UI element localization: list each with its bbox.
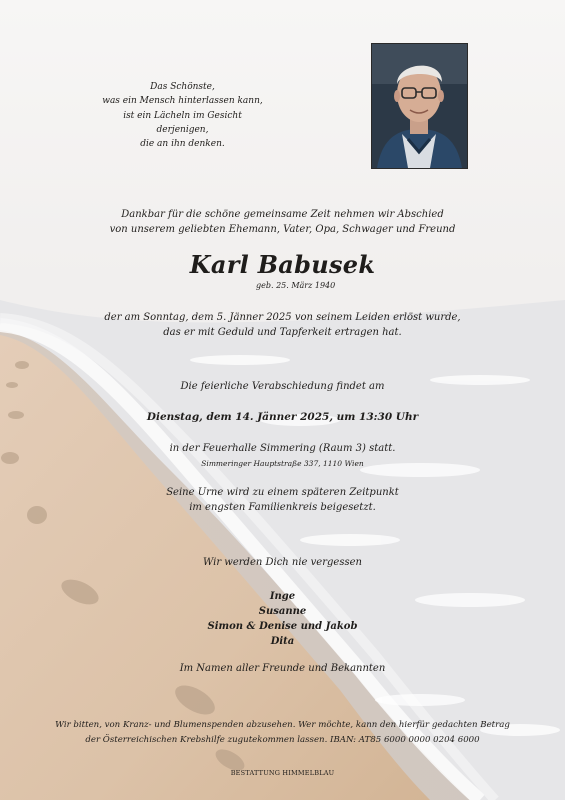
deceased-name: Karl Babusek — [189, 250, 376, 279]
memorial-quote — [100, 80, 265, 151]
ceremony-location: in der Feuerhalle Simmering (Raum 3) statt. — [169, 443, 396, 454]
mourners-list — [0, 589, 565, 649]
mourner-name: Inge — [269, 591, 296, 602]
never-forget-text: Wir werden Dich nie vergessen — [203, 557, 362, 568]
mourner-name: Dita — [270, 636, 295, 647]
portrait-photo — [371, 43, 468, 169]
quote-line: was ein Mensch hinterlassen kann, — [102, 96, 263, 107]
mourner-name: Susanne — [258, 606, 307, 617]
mourner-name: Simon & Denise und Jakob — [207, 621, 358, 632]
passing-text — [0, 310, 565, 340]
friends-text: Im Namen aller Freunde und Bekannten — [179, 663, 386, 674]
donation-line: der Österreichischen Krebshilfe zugutekommen lassen. IBAN: AT85 6000 0000 0204 6000 — [85, 734, 480, 745]
urn-line: Seine Urne wird zu einem späteren Zeitpunkt — [166, 487, 399, 498]
thanks-line: Dankbar für die schöne gemeinsame Zeit nehmen wir Abschied — [121, 209, 444, 220]
ceremony-intro: Die feierliche Verabschiedung findet am — [180, 381, 385, 392]
quote-line: die an ihn denken. — [140, 139, 225, 150]
urn-text — [0, 485, 565, 515]
birth-date: geb. 25. März 1940 — [256, 281, 336, 290]
thanks-text — [0, 207, 565, 237]
urn-line: im engsten Familienkreis beigesetzt. — [189, 502, 376, 513]
passing-line: der am Sonntag, dem 5. Jänner 2025 von seinem Leiden erlöst wurde, — [104, 312, 461, 323]
funeral-home-footer: BESTATTUNG HIMMELBLAU — [230, 769, 335, 777]
quote-line: Das Schönste, — [150, 82, 215, 92]
ceremony-address: Simmeringer Hauptstraße 337, 1110 Wien — [201, 459, 364, 468]
thanks-line: von unserem geliebten Ehemann, Vater, Opa, Schwager und Freund — [109, 224, 456, 235]
donation-notice — [0, 718, 565, 747]
donation-line: Wir bitten, von Kranz- und Blumenspenden abzusehen. Wer möchte, kann den hierfür gedachten Betrag — [55, 720, 510, 730]
ceremony-date: Dienstag, dem 14. Jänner 2025, um 13:30 Uhr — [146, 411, 419, 423]
passing-line: das er mit Geduld und Tapferkeit ertragen hat. — [163, 327, 402, 338]
quote-line: ist ein Lächeln im Gesicht derjenigen, — [123, 110, 242, 135]
